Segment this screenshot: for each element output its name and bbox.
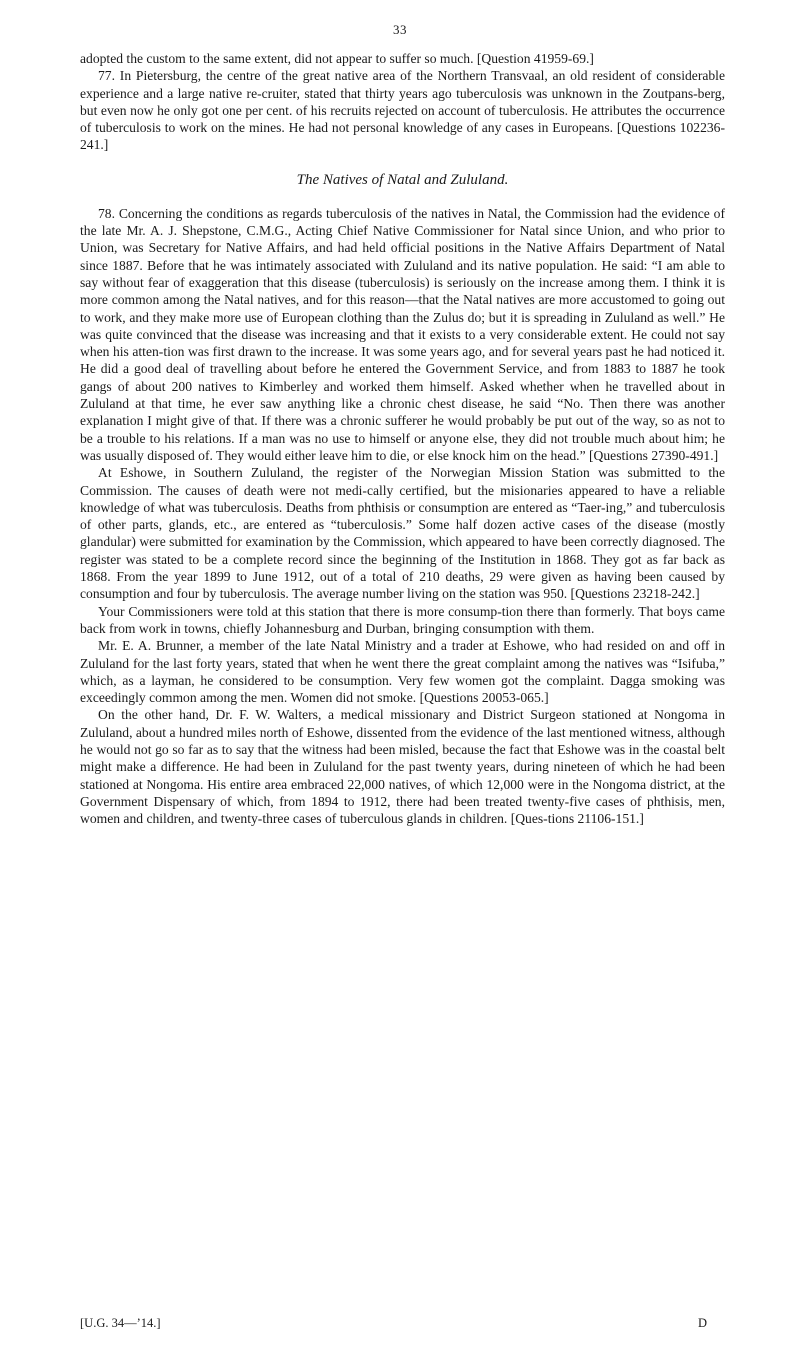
paragraph-brunner: Mr. E. A. Brunner, a member of the late Natal Ministry and a trader at Eshowe, who had resided on and off in Zululand for the last forty years, stated that when he went there the great complaint among the natives was “Isifuba,” which, as a layman, he considered to be consumption. Very few women got the complaint. Dagga smoking was exceedingly common among the men. Women did not smoke. [Questions 20053-065.] bbox=[80, 638, 725, 706]
paragraph-walters: On the other hand, Dr. F. W. Walters, a medical missionary and District Surgeon stationed at Nongoma in Zululand, about a hundred miles north of Eshowe, dissented from the evidence of the last mentioned witness, although he would not go so far as to say that the witness had been misled, because the fact that Eshowe was in the coastal belt might make a difference. He had been in Zululand for the past twenty years, during nineteen of which he had been stationed at Nongoma. His entire area embraced 22,000 natives, of which 12,000 were in the Nongoma district, at the Government Dispensary of which, from 1894 to 1912, there had been treated twenty-five cases of phthisis, men, women and children, and twenty-three cases of tuberculous glands in children. [Ques-tions 21106-151.] bbox=[80, 707, 725, 827]
paragraph-continuation: adopted the custom to the same extent, did not appear to suffer so much. [Question 41959-69.] bbox=[80, 51, 594, 66]
section-heading: The Natives of Natal and Zululand. bbox=[296, 171, 509, 188]
page-footer bbox=[80, 1316, 725, 1334]
paragraph-eshowe: At Eshowe, in Southern Zululand, the register of the Norwegian Mission Station was submitted to the Commission. The causes of death were not medi-cally certified, but the misionaries appeared to have a reliable knowledge of what was tuberculosis. Deaths from phthisis or consumption are entered as “Taer-ing,” and tuberculosis of other parts, glands, etc., are entered as “tuberculosis.” Some half dozen active cases of the disease (mostly glandular) were submitted for examination by the Commission, which appeared to have been correctly diagnosed. The register was stated to be a complete record since the beginning of the Institution in 1868. They got as far back as 1868. From the year 1899 to June 1912, out of a total of 210 deaths, 29 were given as having been caused by consumption and four by tuberculosis. The average number living on the station was 950. [Questions 23218-242.] bbox=[80, 465, 725, 602]
signature-mark: D bbox=[697, 1316, 707, 1330]
page-number: 33 bbox=[393, 22, 407, 37]
print-reference: [U.G. 34—’14.] bbox=[80, 1316, 161, 1330]
paragraph-commissioners: Your Commissioners were told at this station that there is more consump-tion there than formerly. That boys came back from work in towns, chiefly Johannesburg and Durban, bringing consumption with them. bbox=[80, 603, 725, 636]
paragraph-77: 77. In Pietersburg, the centre of the great native area of the Northern Transvaal, an old resident of considerable experience and a large native re-cruiter, stated that thirty years ago tuberculosis was unknown in the Zoutpans-berg, but even now he only got one per cent. of his recruits rejected on account of tuberculosis. He attributes the occurrence of tuberculosis to work on the mines. He had not personal knowledge of any cases in Europeans. [Questions 102236-241.] bbox=[80, 68, 725, 153]
paragraph-78: 78. Concerning the conditions as regards tuberculosis of the natives in Natal, the Commission had the evidence of the late Mr. A. J. Shepstone, C.M.G., Acting Chief Native Commissioner for Natal since Union, and who prior to Union, was Secretary for Native Affairs, and had held official positions in the Native Affairs Department of Natal since 1887. Before that he was intimately associated with Zululand and its native population. He said: “I am able to say without fear of exaggeration that this disease (tuberculosis) is seriously on the increase among them. I think it is more common among the Natal natives, and for this reason—that the Natal natives are more accustomed to going out to work, and they make more use of European clothing than the Zulus do; but it is spreading in Zululand as well.” He was quite convinced that the disease was increasing and that it exists to a very considerable extent. He could not say when his atten-tion was first drawn to the increase. It was some years ago, and for several years past he had noticed it. He did a good deal of travelling about before he entered the Government Service, and from 1883 to 1887 he took gangs of about 200 natives to Kimberley and worked them himself. Asked whether when he travelled about in Zululand at that time, he ever saw anything like a chronic chest disease, he said “No. Then there was another explanation I might give of that. If there was a chronic sufferer he would probably be put out of the way, so as not to be a trouble to his relations. If a man was no use to himself or anyone else, they did not trouble much about him; he was usually disposed of. They would either leave him to die, or else knock him on the head.” [Questions 27390-491.] bbox=[80, 205, 725, 463]
page-body bbox=[80, 50, 725, 827]
